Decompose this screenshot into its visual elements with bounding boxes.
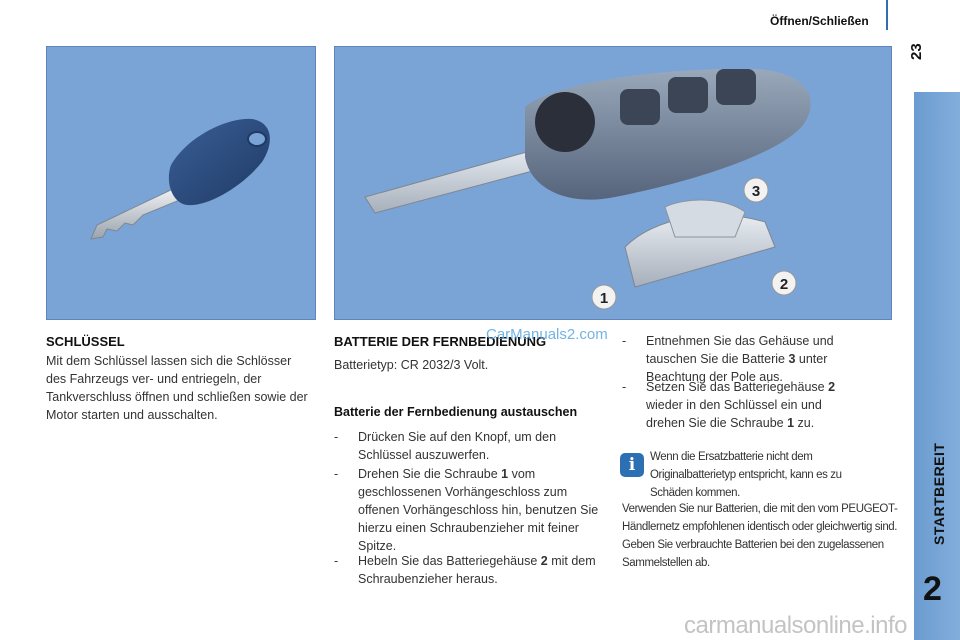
battery-heading: BATTERIE DER FERNBEDIENUNG <box>334 334 547 349</box>
watermark-bottom: carmanualsonline.info <box>684 612 907 639</box>
step-dash: - <box>334 554 339 568</box>
step-ref: 1 <box>787 416 795 430</box>
watermark-top: CarManuals2.com <box>486 326 608 343</box>
step-2 <box>334 465 604 555</box>
callout-2: 2 <box>779 276 789 293</box>
callout-1: 1 <box>599 290 609 307</box>
chapter-sidebar <box>914 92 960 640</box>
step-dash: - <box>622 380 627 394</box>
info-icon: i <box>620 453 644 477</box>
step-ref: 2 <box>828 380 836 394</box>
step-3 <box>334 552 604 588</box>
step-text: unter Beachtung der Pole aus. <box>646 352 828 384</box>
section-title: Öffnen/Schließen <box>770 14 869 28</box>
step-text: mit dem Schraubenzieher heraus. <box>358 554 596 586</box>
step-text: Drehen Sie die Schraube <box>358 467 502 481</box>
key-paragraph: Mit dem Schlüssel lassen sich die Schlösser des Fahrzeugs ver- und entriegeln, der Tankverschluss öffnen und schließen sowie der Motor starten und ausschalten. <box>46 354 308 422</box>
info-note-2: Verwenden Sie nur Batterien, die mit den vom PEUGEOT-Händlernetz empfohlenen identisch oder gleichwertig sind. Geben Sie verbrauchte Batterien bei den zugelassenen Sammelstellen ab. <box>622 503 898 569</box>
step-ref: 3 <box>788 352 796 366</box>
remote-key-photo <box>334 46 892 320</box>
battery-replace-subheading: Batterie der Fernbedienung austauschen <box>334 405 578 419</box>
key-photo <box>46 46 316 320</box>
page-number: 23 <box>908 43 925 60</box>
step-dash: - <box>334 467 339 481</box>
step-ref: 2 <box>540 554 548 568</box>
step-text: Drücken Sie auf den Knopf, um den Schlüssel auszuwerfen. <box>358 430 557 462</box>
callout-3: 3 <box>751 183 761 200</box>
battery-type: Batterietyp: CR 2032/3 Volt. <box>334 358 489 372</box>
chapter-number: 2 <box>923 570 942 608</box>
chapter-label: STARTBEREIT <box>931 442 947 545</box>
key-illustration <box>47 47 315 319</box>
key-heading: SCHLÜSSEL <box>46 334 125 349</box>
step-text: zu. <box>794 416 815 430</box>
step-dash: - <box>622 334 627 348</box>
step-text: Hebeln Sie das Batteriegehäuse <box>358 554 541 568</box>
remote-key-illustration <box>335 47 891 319</box>
step-text: wieder in den Schlüssel ein und drehen Sie die Schraube <box>646 398 822 430</box>
step-5 <box>622 378 862 432</box>
step-text: Setzen Sie das Batteriegehäuse <box>646 380 829 394</box>
header-rule <box>886 0 888 30</box>
step-text: Entnehmen Sie das Gehäuse und tauschen Sie die Batterie <box>646 334 834 366</box>
step-text: vom geschlossenen Vorhängeschloss zum offenen Vorhängeschloss hin, benutzen Sie hierzu einen Schraubenzieher mit feiner Spitze. <box>358 467 599 553</box>
step-ref: 1 <box>501 467 509 481</box>
info-note-1: Wenn die Ersatzbatterie nicht dem Originalbatterietyp entspricht, kann es zu Schäden kommen. <box>650 451 842 499</box>
step-1 <box>334 428 604 464</box>
step-dash: - <box>334 430 339 444</box>
